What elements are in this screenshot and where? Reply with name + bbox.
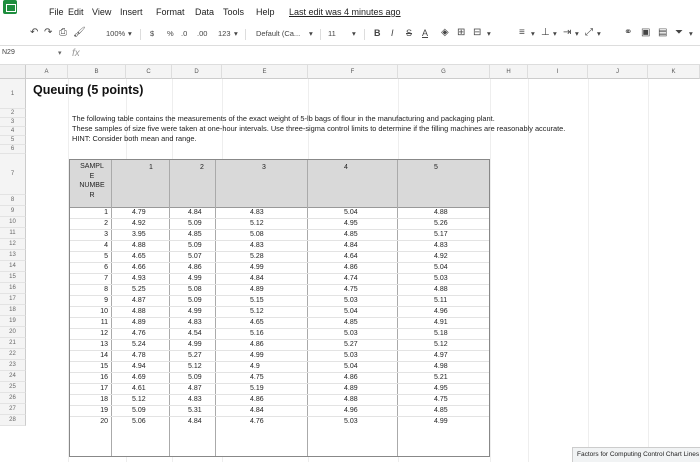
- measurement-cell[interactable]: 4.83: [434, 242, 448, 249]
- measurement-cell[interactable]: 4.98: [434, 363, 448, 370]
- measurement-cell[interactable]: 4.76: [250, 418, 264, 425]
- measurement-cell[interactable]: 4.75: [250, 374, 264, 381]
- row-header-5[interactable]: 5: [0, 136, 26, 145]
- measurement-cell[interactable]: 4.83: [188, 396, 202, 403]
- sample-number-cell[interactable]: 18: [100, 396, 108, 403]
- measurement-cell[interactable]: 4.86: [250, 396, 264, 403]
- sample-header-line: E: [89, 172, 95, 180]
- row-divider: [70, 416, 489, 417]
- row-header-27[interactable]: 27: [0, 404, 26, 415]
- row-header-18[interactable]: 18: [0, 305, 26, 316]
- table-header: [70, 160, 489, 208]
- sample-number-cell[interactable]: 14: [100, 352, 108, 359]
- measurement-cell[interactable]: 4.9: [250, 363, 260, 370]
- measurement-cell[interactable]: 4.99: [188, 308, 202, 315]
- measurement-cell[interactable]: 5.15: [250, 297, 264, 304]
- description-line-3: HINT: Consider both mean and range.: [72, 134, 197, 143]
- table-divider: [215, 160, 216, 456]
- divider: [364, 29, 365, 40]
- measurement-cell[interactable]: 5.26: [434, 220, 448, 227]
- sample-number-cell[interactable]: 19: [100, 407, 108, 414]
- measurement-cell[interactable]: 4.65: [250, 319, 264, 326]
- col-header-1: 1: [149, 164, 153, 171]
- fx-icon: fx: [72, 48, 80, 59]
- sample-number-cell[interactable]: 16: [100, 374, 108, 381]
- col-header-3: 3: [262, 164, 266, 171]
- table-divider: [307, 160, 308, 456]
- measurement-cell[interactable]: 5.27: [344, 341, 358, 348]
- row-header-2[interactable]: 2: [0, 109, 26, 118]
- col-header-k[interactable]: K: [648, 65, 700, 79]
- measurement-cell[interactable]: 4.85: [344, 319, 358, 326]
- formula-bar: [0, 45, 700, 65]
- col-gridline: [490, 79, 491, 462]
- measurement-cell[interactable]: 5.09: [188, 242, 202, 249]
- measurement-cell[interactable]: 5.03: [344, 297, 358, 304]
- measurement-cell[interactable]: 5.09: [188, 220, 202, 227]
- measurement-cell[interactable]: 4.86: [344, 374, 358, 381]
- measurement-cell[interactable]: 4.76: [132, 330, 146, 337]
- col-header-f[interactable]: F: [308, 65, 398, 79]
- measurement-cell[interactable]: 4.84: [188, 209, 202, 216]
- borders-icon[interactable]: ⊞: [457, 27, 466, 38]
- zoom-dropdown-icon[interactable]: ▾: [128, 29, 132, 38]
- measurement-cell[interactable]: 5.12: [188, 363, 202, 370]
- measurement-cell[interactable]: 5.04: [344, 308, 358, 315]
- valign-dropdown-icon[interactable]: ▾: [553, 29, 557, 38]
- col-header-2: 2: [200, 164, 204, 171]
- row-divider: [70, 273, 489, 274]
- measurement-cell[interactable]: 4.86: [344, 264, 358, 271]
- measurement-cell[interactable]: 4.79: [132, 209, 146, 216]
- measurement-cell[interactable]: 4.96: [434, 308, 448, 315]
- row-divider: [70, 361, 489, 362]
- row-header-17[interactable]: 17: [0, 294, 26, 305]
- bold-button[interactable]: B: [374, 28, 381, 38]
- measurement-cell[interactable]: 5.06: [132, 418, 146, 425]
- row-divider: [70, 251, 489, 252]
- font-dropdown-icon[interactable]: ▾: [309, 29, 313, 38]
- measurement-cell[interactable]: 4.84: [344, 242, 358, 249]
- row-divider: [70, 317, 489, 318]
- formula-input[interactable]: [86, 46, 700, 64]
- row-header-14[interactable]: 14: [0, 261, 26, 272]
- text-color-button[interactable]: A: [422, 28, 429, 38]
- measurement-cell[interactable]: 5.07: [188, 253, 202, 260]
- currency-button[interactable]: $: [150, 29, 155, 38]
- zoom-select[interactable]: 100%: [106, 29, 126, 38]
- menu-format[interactable]: Format: [156, 7, 185, 17]
- measurement-cell[interactable]: 4.85: [188, 231, 202, 238]
- measurement-cell[interactable]: 4.86: [188, 264, 202, 271]
- redo-icon[interactable]: ↷: [44, 27, 53, 38]
- measurement-cell[interactable]: 4.89: [250, 286, 264, 293]
- measurement-cell[interactable]: 5.09: [188, 374, 202, 381]
- row-header-19[interactable]: 19: [0, 316, 26, 327]
- measurement-cell[interactable]: 5.08: [250, 231, 264, 238]
- menu-insert[interactable]: Insert: [120, 7, 143, 17]
- sample-number-cell[interactable]: 7: [104, 275, 108, 282]
- measurement-cell[interactable]: 4.61: [132, 385, 146, 392]
- measurement-cell[interactable]: 4.74: [344, 275, 358, 282]
- measurement-cell[interactable]: 4.78: [132, 352, 146, 359]
- sample-number-cell[interactable]: 17: [100, 385, 108, 392]
- row-header-9[interactable]: 9: [0, 206, 26, 217]
- sample-number-cell[interactable]: 1: [104, 209, 108, 216]
- sample-number-cell[interactable]: 2: [104, 220, 108, 227]
- measurement-cell[interactable]: 5.28: [250, 253, 264, 260]
- page-title: Queuing (5 points): [33, 83, 144, 97]
- divider: [140, 29, 141, 40]
- row-divider: [70, 394, 489, 395]
- row-header-21[interactable]: 21: [0, 338, 26, 349]
- undo-icon[interactable]: ↶: [30, 27, 39, 38]
- measurement-cell[interactable]: 5.03: [434, 275, 448, 282]
- italic-button[interactable]: I: [391, 28, 394, 38]
- sample-number-cell[interactable]: 15: [100, 363, 108, 370]
- measurement-cell[interactable]: 4.85: [344, 231, 358, 238]
- measurement-cell[interactable]: 5.17: [434, 231, 448, 238]
- measurement-cell[interactable]: 4.95: [344, 220, 358, 227]
- menu-help[interactable]: Help: [256, 7, 275, 17]
- rotation-dropdown-icon[interactable]: ▾: [597, 29, 601, 38]
- row-header-24[interactable]: 24: [0, 371, 26, 382]
- measurement-cell[interactable]: 4.92: [132, 220, 146, 227]
- measurement-cell[interactable]: 4.99: [188, 275, 202, 282]
- measurement-cell[interactable]: 4.99: [250, 264, 264, 271]
- row-divider: [70, 295, 489, 296]
- measurement-cell[interactable]: 4.86: [250, 341, 264, 348]
- row-divider: [70, 405, 489, 406]
- sample-number-cell[interactable]: 11: [100, 319, 108, 326]
- merge-cells-icon[interactable]: ⊟: [473, 27, 482, 38]
- sample-number-cell[interactable]: 3: [104, 231, 108, 238]
- table-divider: [169, 160, 170, 456]
- sample-number-cell[interactable]: 10: [100, 308, 108, 315]
- col-header-d[interactable]: D: [172, 65, 222, 79]
- sample-header-line: SAMPL: [80, 163, 104, 170]
- row-header-11[interactable]: 11: [0, 228, 26, 239]
- col-header-i[interactable]: I: [528, 65, 588, 79]
- col-gridline: [648, 79, 649, 462]
- measurement-cell[interactable]: 4.87: [188, 385, 202, 392]
- col-header-b[interactable]: B: [68, 65, 126, 79]
- measurement-cell[interactable]: 4.69: [132, 374, 146, 381]
- insert-link-icon[interactable]: ⚭: [624, 27, 633, 38]
- measurement-cell[interactable]: 5.09: [188, 297, 202, 304]
- row-header-25[interactable]: 25: [0, 382, 26, 393]
- measurement-cell[interactable]: 4.93: [132, 275, 146, 282]
- more-formats-button[interactable]: 123: [218, 29, 231, 38]
- measurement-cell[interactable]: 4.66: [132, 264, 146, 271]
- toolbar: [0, 24, 700, 44]
- menu-view[interactable]: View: [92, 7, 112, 17]
- menu-edit[interactable]: Edit: [68, 7, 84, 17]
- measurement-cell[interactable]: 4.99: [434, 418, 448, 425]
- row-header-6[interactable]: 6: [0, 145, 26, 154]
- sample-number-cell[interactable]: 5: [104, 253, 108, 260]
- measurement-cell[interactable]: 4.84: [250, 275, 264, 282]
- col-gridline: [528, 79, 529, 462]
- row-divider: [70, 262, 489, 263]
- measurement-cell[interactable]: 5.24: [132, 341, 146, 348]
- row-divider: [70, 339, 489, 340]
- select-all-corner[interactable]: [0, 65, 26, 79]
- measurement-cell[interactable]: 4.64: [344, 253, 358, 260]
- row-header-7[interactable]: 7: [0, 154, 26, 195]
- measurement-cell[interactable]: 5.16: [250, 330, 264, 337]
- sample-number-cell[interactable]: 8: [104, 286, 108, 293]
- col-header-e[interactable]: E: [222, 65, 308, 79]
- align-vertical-icon[interactable]: ⊥: [541, 27, 550, 38]
- row-header-20[interactable]: 20: [0, 327, 26, 338]
- measurement-cell[interactable]: 4.75: [344, 286, 358, 293]
- row-divider: [70, 229, 489, 230]
- measurement-cell[interactable]: 5.08: [188, 286, 202, 293]
- row-divider: [70, 350, 489, 351]
- measurement-cell[interactable]: 4.88: [344, 396, 358, 403]
- measurement-cell[interactable]: 5.03: [344, 352, 358, 359]
- spreadsheet-grid: [0, 65, 700, 462]
- col-header-j[interactable]: J: [588, 65, 648, 79]
- row-divider: [70, 328, 489, 329]
- measurement-cell[interactable]: 4.83: [250, 209, 264, 216]
- measurement-cell[interactable]: 4.65: [132, 253, 146, 260]
- col-header-g[interactable]: G: [398, 65, 490, 79]
- measurement-cell[interactable]: 4.92: [434, 253, 448, 260]
- measurement-cell[interactable]: 4.94: [132, 363, 146, 370]
- measurement-cell[interactable]: 5.04: [344, 209, 358, 216]
- description-line-2: These samples of size five were taken at one-hour intervals. Use three-sigma control limits to determine if the filling machines are reasonably accurate.: [72, 124, 566, 133]
- row-divider: [70, 372, 489, 373]
- row-divider: [70, 284, 489, 285]
- measurement-cell[interactable]: 4.75: [434, 396, 448, 403]
- sheet-tab-factors[interactable]: Factors for Computing Control Chart Lines: [572, 447, 700, 462]
- sample-number-cell[interactable]: 9: [104, 297, 108, 304]
- description-line-1: The following table contains the measurements of the exact weight of 5-lb bags of flour in the manufacturing and packaging plant.: [72, 114, 495, 123]
- row-header-26[interactable]: 26: [0, 393, 26, 404]
- measurement-cell[interactable]: 5.25: [132, 286, 146, 293]
- row-header-3[interactable]: 3: [0, 118, 26, 127]
- col-header-a[interactable]: A: [26, 65, 68, 79]
- data-table: [69, 159, 490, 457]
- measurement-cell[interactable]: 5.11: [434, 297, 448, 304]
- align-dropdown-icon[interactable]: ▾: [531, 29, 535, 38]
- row-divider: [70, 383, 489, 384]
- row-header-10[interactable]: 10: [0, 217, 26, 228]
- decrease-decimal-button[interactable]: .0: [181, 29, 188, 38]
- divider: [245, 29, 246, 40]
- menu-bar: [0, 0, 700, 24]
- measurement-cell[interactable]: 4.83: [250, 242, 264, 249]
- row-header-4[interactable]: 4: [0, 127, 26, 136]
- row-header-13[interactable]: 13: [0, 250, 26, 261]
- measurement-cell[interactable]: 5.19: [250, 385, 264, 392]
- divider: [320, 29, 321, 40]
- row-divider: [70, 306, 489, 307]
- print-icon[interactable]: ⎙: [59, 27, 67, 38]
- measurement-cell[interactable]: 4.99: [188, 341, 202, 348]
- measurement-cell[interactable]: 4.84: [250, 407, 264, 414]
- table-divider: [397, 160, 398, 456]
- measurement-cell[interactable]: 5.31: [188, 407, 202, 414]
- insert-chart-icon[interactable]: ▤: [658, 27, 668, 38]
- measurement-cell[interactable]: 5.09: [132, 407, 146, 414]
- measurement-cell[interactable]: 5.04: [344, 363, 358, 370]
- insert-comment-icon[interactable]: ▣: [641, 27, 651, 38]
- more-formats-dropdown-icon[interactable]: ▾: [234, 29, 238, 38]
- row-header-16[interactable]: 16: [0, 283, 26, 294]
- col-header-5: 5: [434, 164, 438, 171]
- row-header-15[interactable]: 15: [0, 272, 26, 283]
- measurement-cell[interactable]: 3.95: [132, 231, 146, 238]
- text-rotation-icon[interactable]: ⤢: [585, 27, 593, 38]
- measurement-cell[interactable]: 4.83: [188, 319, 202, 326]
- row-header-8[interactable]: 8: [0, 195, 26, 206]
- table-divider: [111, 160, 112, 456]
- col-header-c[interactable]: C: [126, 65, 172, 79]
- font-size-dropdown-icon[interactable]: ▾: [352, 29, 356, 38]
- menu-file[interactable]: File: [49, 7, 64, 17]
- sample-header-line: R: [89, 191, 95, 199]
- measurement-cell[interactable]: 5.12: [132, 396, 146, 403]
- sample-number-cell[interactable]: 4: [104, 242, 108, 249]
- name-box-dropdown-icon[interactable]: ▾: [58, 50, 62, 57]
- measurement-cell[interactable]: 5.12: [434, 341, 448, 348]
- row-divider: [70, 218, 489, 219]
- menu-data[interactable]: Data: [195, 7, 215, 17]
- row-header-12[interactable]: 12: [0, 239, 26, 250]
- measurement-cell[interactable]: 4.84: [188, 418, 202, 425]
- measurement-cell[interactable]: 5.27: [188, 352, 202, 359]
- col-header-4: 4: [344, 164, 348, 171]
- col-gridline: [588, 79, 589, 462]
- sheets-logo-icon[interactable]: [3, 0, 17, 14]
- measurement-cell[interactable]: 4.54: [188, 330, 202, 337]
- sample-number-cell[interactable]: 13: [100, 341, 108, 348]
- filter-icon[interactable]: ⏷: [675, 27, 683, 38]
- last-edit-link[interactable]: Last edit was 4 minutes ago: [289, 7, 401, 17]
- row-header-1[interactable]: 1: [0, 79, 26, 109]
- filter-dropdown-icon[interactable]: ▾: [689, 29, 693, 38]
- measurement-cell[interactable]: 5.21: [434, 374, 448, 381]
- sample-header-line: NUMBE: [79, 182, 105, 189]
- strikethrough-button[interactable]: S: [406, 28, 413, 38]
- measurement-cell[interactable]: 4.88: [434, 286, 448, 293]
- measurement-cell[interactable]: 5.12: [250, 308, 264, 315]
- sample-number-header: [72, 162, 112, 200]
- measurement-cell[interactable]: 4.97: [434, 352, 448, 359]
- name-box[interactable]: N29: [2, 49, 15, 56]
- row-header-22[interactable]: 22: [0, 349, 26, 360]
- measurement-cell[interactable]: 5.18: [434, 330, 448, 337]
- measurement-cell[interactable]: 4.88: [132, 242, 146, 249]
- text-wrap-icon[interactable]: ⇥: [563, 27, 572, 38]
- measurement-cell[interactable]: 4.91: [434, 319, 448, 326]
- sample-number-cell[interactable]: 20: [100, 418, 108, 425]
- font-select[interactable]: Default (Ca...: [256, 29, 301, 38]
- measurement-cell[interactable]: 4.88: [132, 308, 146, 315]
- measurement-cell[interactable]: 4.89: [344, 385, 358, 392]
- increase-decimal-button[interactable]: .00: [197, 29, 208, 38]
- measurement-cell[interactable]: 4.89: [132, 319, 146, 326]
- menu-tools[interactable]: Tools: [223, 7, 245, 17]
- row-divider: [70, 240, 489, 241]
- measurement-cell[interactable]: 4.88: [434, 209, 448, 216]
- percent-button[interactable]: %: [167, 29, 174, 38]
- measurement-cell[interactable]: 4.96: [344, 407, 358, 414]
- row-header-23[interactable]: 23: [0, 360, 26, 371]
- col-header-h[interactable]: H: [490, 65, 528, 79]
- paint-format-icon[interactable]: 🖌: [73, 27, 86, 38]
- measurement-cell[interactable]: 4.95: [434, 385, 448, 392]
- measurement-cell[interactable]: 4.85: [434, 407, 448, 414]
- row-header-28[interactable]: 28: [0, 415, 26, 426]
- measurement-cell[interactable]: 5.03: [344, 418, 358, 425]
- measurement-cell[interactable]: 4.87: [132, 297, 146, 304]
- measurement-cell[interactable]: 5.04: [434, 264, 448, 271]
- fill-color-icon[interactable]: ◈: [441, 27, 449, 38]
- font-size-select[interactable]: 11: [328, 29, 336, 38]
- merge-dropdown-icon[interactable]: ▾: [487, 29, 491, 38]
- measurement-cell[interactable]: 4.99: [250, 352, 264, 359]
- measurement-cell[interactable]: 5.03: [344, 330, 358, 337]
- sample-number-cell[interactable]: 12: [100, 330, 108, 337]
- measurement-cell[interactable]: 5.12: [250, 220, 264, 227]
- align-horizontal-icon[interactable]: ≡: [519, 27, 525, 38]
- wrap-dropdown-icon[interactable]: ▾: [575, 29, 579, 38]
- sample-number-cell[interactable]: 6: [104, 264, 108, 271]
